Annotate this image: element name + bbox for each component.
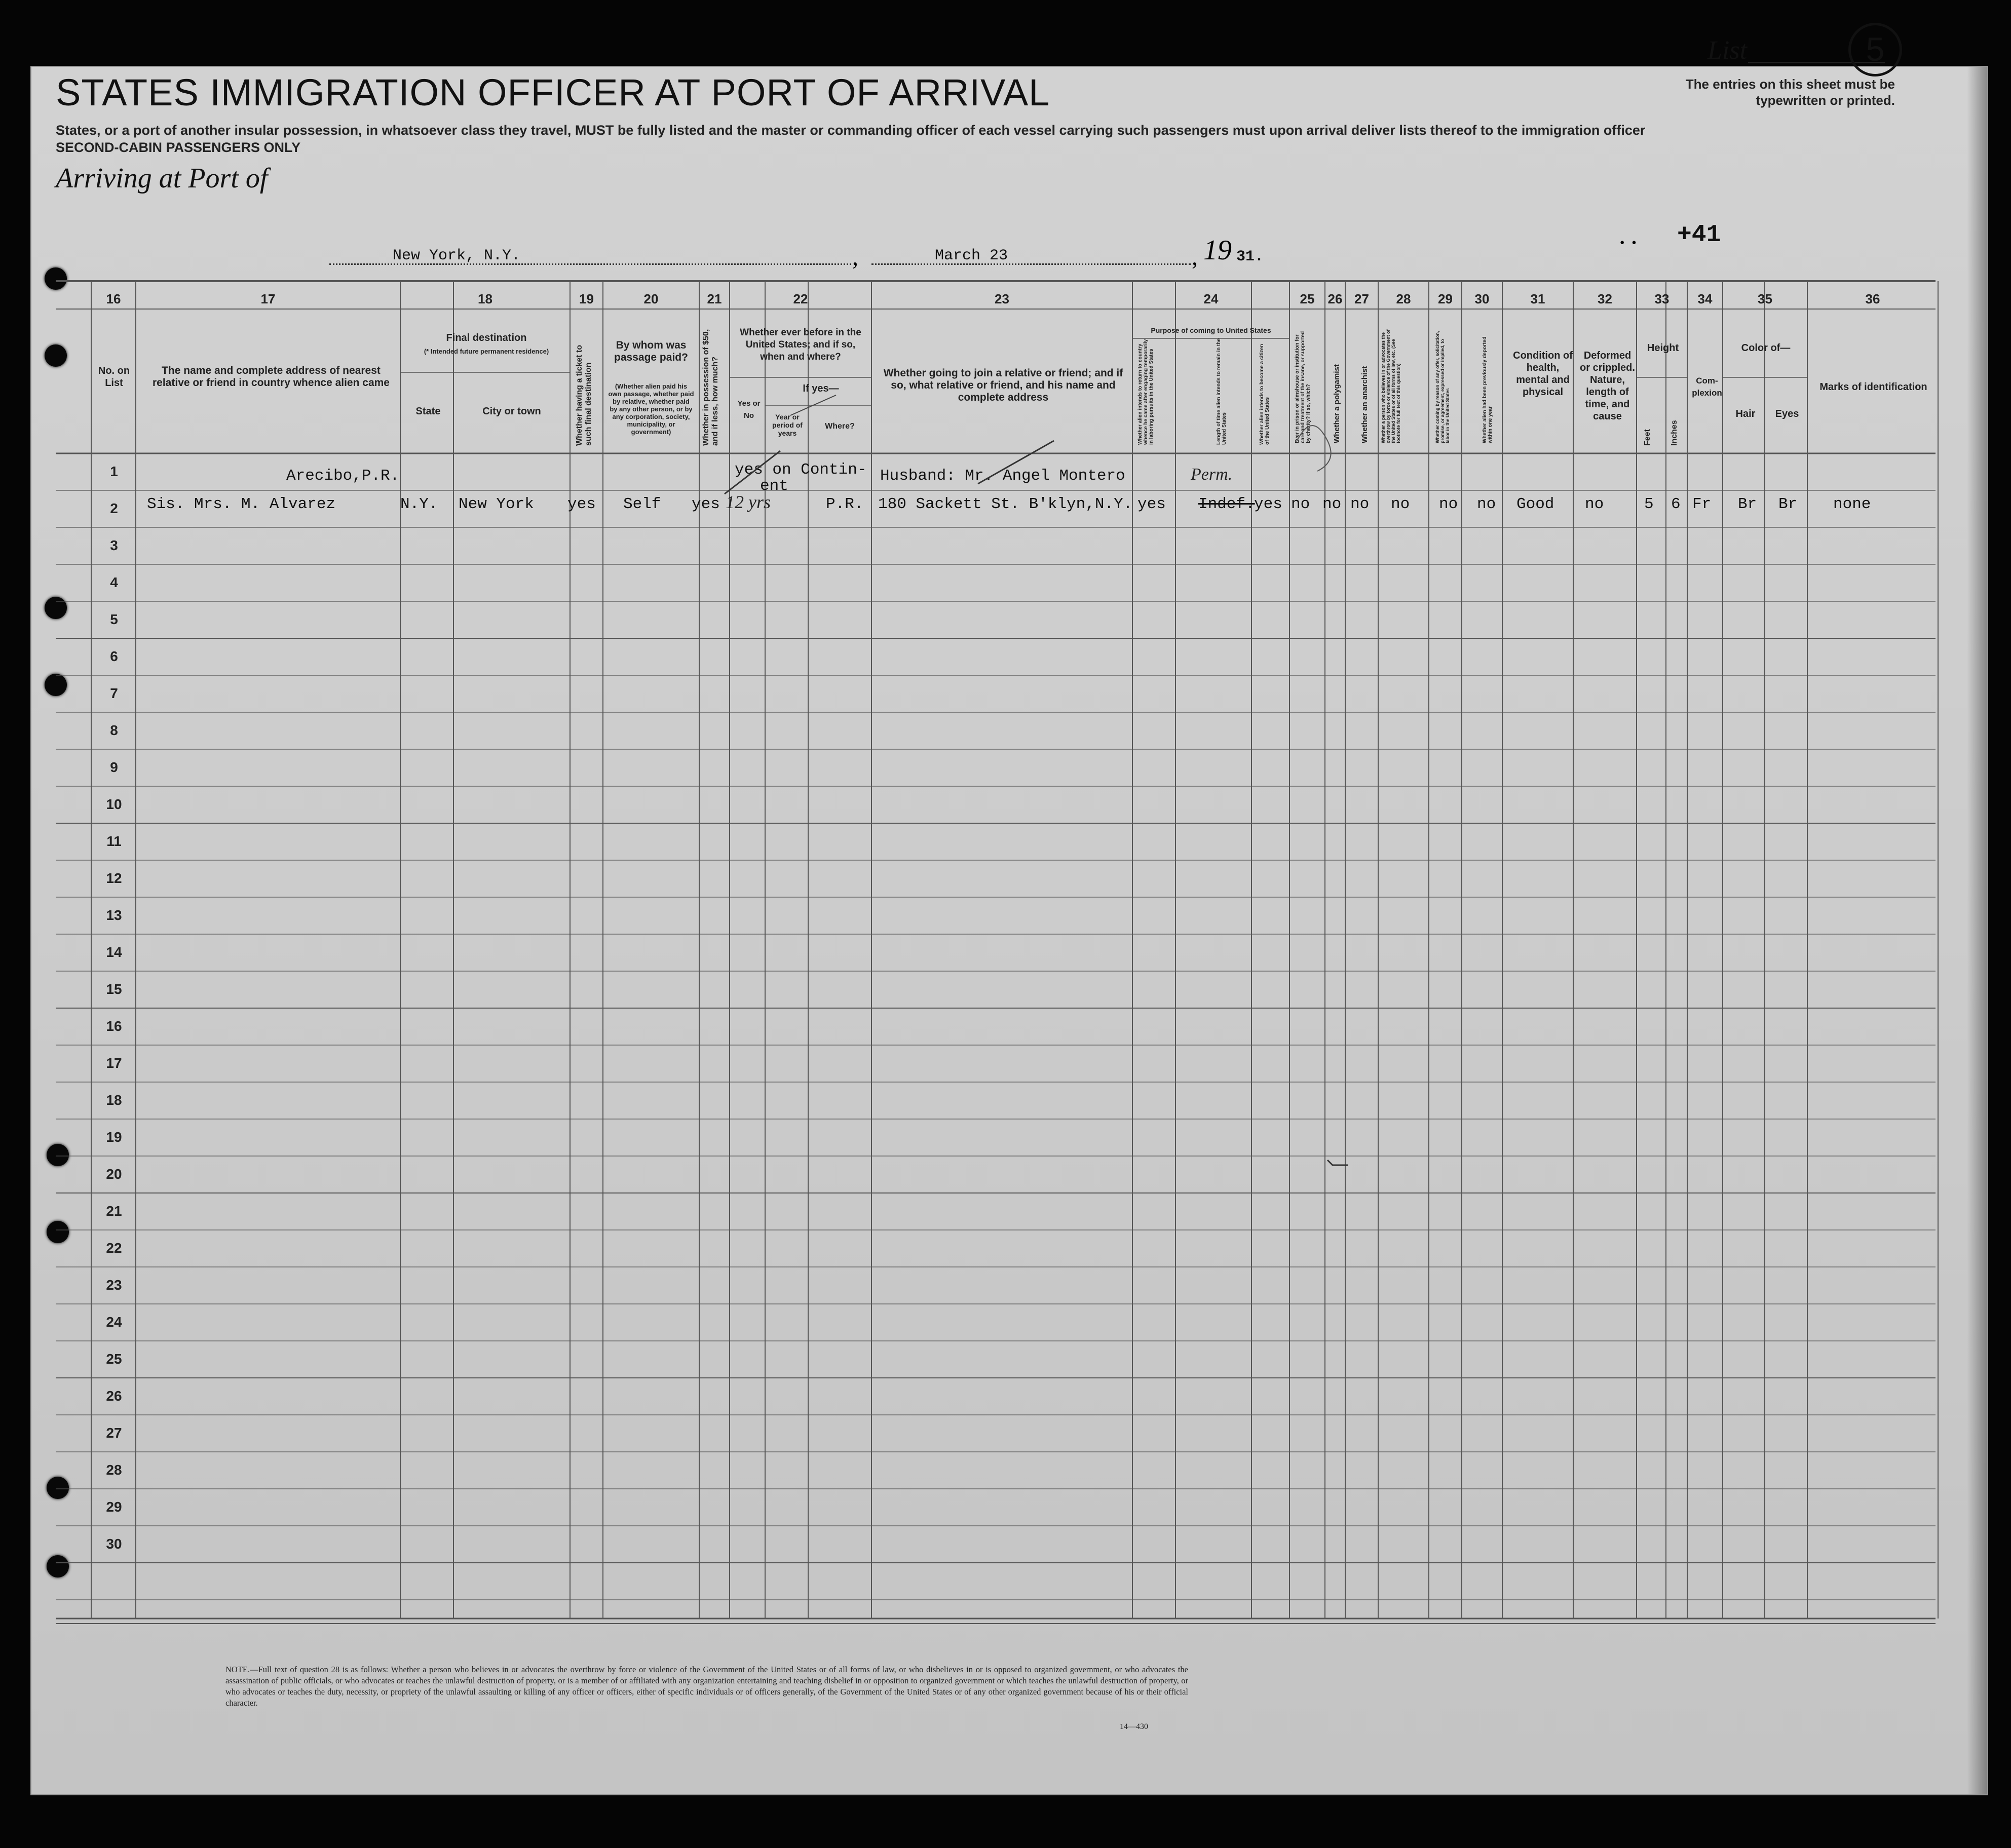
header-col-30: Whether alien had been previously deported within one year	[1482, 336, 1493, 443]
column-number-34: 34	[1697, 291, 1713, 306]
overthrow-value: no	[1391, 495, 1410, 513]
header-col-32: Deformed or crippled. Nature, length of time, and cause	[1580, 350, 1635, 422]
header-col-19: Whether having a ticket to such final destination	[575, 344, 593, 446]
header-col-35-hair: Hair	[1735, 408, 1756, 419]
paid-by-value: Self	[623, 495, 661, 513]
port-value: New York, N.Y.	[393, 247, 521, 264]
row-number: 26	[106, 1388, 122, 1404]
row-number: 22	[106, 1240, 122, 1256]
column-number-19: 19	[579, 291, 594, 306]
column-number-22: 22	[793, 291, 808, 306]
marks-value: none	[1833, 495, 1871, 513]
deported-value: no	[1477, 495, 1496, 513]
return-value: yes	[1137, 495, 1166, 513]
header-col-22-yesno: Yes or No	[737, 399, 761, 420]
row-number: 4	[110, 574, 118, 590]
comma-2: ,	[1192, 244, 1198, 271]
header-col-23: Whether going to join a relative or friend; and if so, what relative or friend, and his name and complete address	[883, 367, 1123, 403]
column-number-33: 33	[1654, 291, 1669, 306]
column-number-23: 23	[995, 291, 1009, 306]
column-number-20: 20	[643, 291, 659, 306]
header-col-22: Whether ever before in the United States; and if so, when and where?	[740, 327, 861, 362]
row-number: 17	[106, 1055, 122, 1071]
row-number: 13	[106, 907, 122, 923]
header-col-34: Com-plexion	[1692, 376, 1722, 398]
header-col-36: Marks of identification	[1819, 381, 1927, 393]
column-number-35: 35	[1758, 291, 1772, 306]
row-number: 29	[106, 1499, 122, 1515]
prison-value: no	[1291, 495, 1310, 513]
row-number: 20	[106, 1166, 122, 1182]
header-col-35: Color of—	[1741, 342, 1791, 354]
page-title: STATES IMMIGRATION OFFICER AT PORT OF ARRIVAL	[56, 71, 1050, 113]
pencil-slash-col23	[978, 441, 1054, 484]
pencil-slash-col22	[725, 451, 780, 494]
year-prefix: 19	[1203, 235, 1232, 266]
header-col-28: Whether a person who believes in or advocates the overthrow by force or violence of the Government of the United States or of all forms of law, etc. (See footnote for full text of this question)	[1381, 329, 1401, 443]
header-col-20-note: (Whether alien paid his own passage, whether paid by relative, whether paid by any other person, or by any corporation, society, municipality, or government)	[608, 382, 694, 436]
header-col-25: Ever in prison or almshouse or institution for care and treatment of the insane, or supported by charity? If so, which?	[1295, 331, 1311, 443]
offer-value: no	[1439, 495, 1458, 513]
row-number: 9	[110, 759, 118, 775]
before-where: P.R.	[826, 495, 864, 513]
date-value: March 23	[935, 247, 1008, 264]
row-number: 7	[110, 685, 118, 701]
column-number-24: 24	[1203, 291, 1219, 306]
hair-value: Br	[1738, 495, 1757, 513]
polygamist-value: no	[1322, 495, 1342, 513]
money-value: yes	[692, 495, 720, 513]
row-number: 1	[110, 464, 118, 479]
row-number: 28	[106, 1462, 122, 1478]
row-number: 15	[106, 981, 122, 997]
deformed-value: no	[1585, 495, 1604, 513]
row-number: 3	[110, 537, 118, 553]
header-col-24b: Length of time alien intends to remain in the United States	[1216, 338, 1227, 445]
column-number-21: 21	[707, 291, 722, 306]
year-suffix: 31.	[1236, 248, 1264, 265]
before-in-us-line1: yes on Contin-	[735, 461, 867, 479]
anarchist-value: no	[1350, 495, 1370, 513]
row-number: 25	[106, 1351, 122, 1367]
header-col-16: No. on List	[98, 365, 130, 389]
ticket-value: yes	[567, 495, 596, 513]
join-relative-line2: 180 Sackett St. B'klyn,N.Y.	[878, 495, 1133, 513]
header-col-22-where: Where?	[825, 422, 855, 431]
form-code: 14—430	[1120, 1722, 1148, 1731]
pencil-mark-col26	[1327, 1160, 1348, 1165]
row-number: 5	[110, 611, 118, 627]
pencil-slash-col22b	[790, 395, 836, 415]
row-number: 27	[106, 1425, 122, 1441]
relative-address: Arecibo,P.R.	[286, 467, 400, 485]
column-number-31: 31	[1530, 291, 1545, 306]
row-number: 2	[110, 500, 118, 516]
destination-state: N.Y.	[400, 495, 438, 513]
header-col-33-feet: Feet	[1643, 429, 1652, 446]
header-col-22-ifyes: If yes—	[803, 383, 839, 394]
citizen-value: yes	[1254, 495, 1282, 513]
row-number: 23	[106, 1277, 122, 1293]
before-years-handwritten: 12 yrs	[726, 492, 771, 512]
pencil-scribble-col25	[1297, 426, 1331, 471]
relative-name: Sis. Mrs. M. Alvarez	[147, 495, 336, 513]
column-number-26: 26	[1327, 291, 1343, 306]
header-col-18-state: State	[415, 406, 441, 417]
row-number: 11	[106, 833, 122, 849]
column-number-18: 18	[478, 291, 492, 306]
column-number-27: 27	[1354, 291, 1369, 306]
subtitle-line-2: SECOND-CABIN PASSENGERS ONLY	[56, 140, 301, 155]
column-number-28: 28	[1396, 291, 1411, 306]
list-number: 5	[1848, 23, 1902, 76]
margin-mark: +41	[1677, 221, 1721, 249]
column-number-16: 16	[106, 291, 121, 306]
header-col-18-city: City or town	[482, 406, 541, 417]
footnote: NOTE.—Full text of question 28 is as follows: Whether a person who believes in or advocates the overthrow by force or violence of the Government of the United States or of all forms of law, or who disbelieves in or is opposed to organized government, or who advocates the assassination of public officials, or who advocates or teaches the unlawful destruction of property, or is a member of or affiliated with any organization entertaining and teaching disbelief in or opposition to organized government or which teaches the unlawful destruction of property, or who advocates or teaches the duty, necessity, or propriety of the unlawful assaulting or killing of any officer or officers, either of specific individuals or of officers generally, of the Government of the United States or of any other organized government because of his or their official character.	[225, 1665, 1188, 1708]
column-number-29: 29	[1438, 291, 1453, 306]
column-number-25: 25	[1300, 291, 1315, 306]
header-col-33: Height	[1647, 342, 1679, 354]
header-col-22-years: Year or period of years	[772, 413, 803, 437]
header-col-17: The name and complete address of nearest relative or friend in country whence alien came	[153, 365, 390, 389]
row-number: 12	[106, 870, 122, 886]
length-value: Indef.	[1198, 495, 1255, 513]
complexion-value: Fr	[1692, 495, 1712, 513]
row-number: 10	[106, 796, 122, 812]
before-in-us-line2: ent	[760, 477, 788, 495]
header-col-24a: Whether alien intends to return to country whence he came after engaging temporarily in laboring pursuits in the United States	[1137, 339, 1154, 445]
column-number-17: 17	[260, 291, 276, 306]
header-col-20: By whom was passage paid?	[614, 339, 688, 363]
row-number: 19	[106, 1129, 122, 1145]
row-number: 14	[106, 944, 122, 960]
length-handwritten: Perm.	[1191, 465, 1233, 484]
column-number-36: 36	[1865, 291, 1880, 306]
destination-city: New York	[459, 495, 534, 513]
eyes-value: Br	[1778, 495, 1798, 513]
header-col-24: Purpose of coming to United States	[1151, 326, 1271, 334]
row-number: 8	[110, 722, 118, 738]
header-col-24c: Whether alien intends to become a citizen of the United States	[1259, 344, 1270, 445]
header-col-31: Condition of health, mental and physical	[1513, 350, 1573, 398]
header-col-35-eyes: Eyes	[1775, 408, 1799, 419]
list-label: List	[1708, 36, 1748, 65]
row-number: 21	[106, 1203, 122, 1219]
header-col-18-note: (* Intended future permanent residence)	[424, 348, 549, 355]
health-value: Good	[1516, 495, 1554, 513]
header-col-26: Whether a polygamist	[1333, 364, 1341, 443]
row-number: 30	[106, 1536, 122, 1552]
margin-dots: · ·	[1619, 231, 1638, 254]
column-number-32: 32	[1598, 291, 1612, 306]
header-col-33-inches: Inches	[1670, 420, 1679, 446]
typewritten-note: The entries on this sheet must be typewritten or printed.	[1685, 76, 1895, 108]
row-number: 18	[106, 1092, 122, 1108]
column-number-30: 30	[1474, 291, 1490, 306]
arriving-label: Arriving at Port of	[56, 163, 268, 194]
comma: ,	[852, 244, 858, 271]
row-number: 16	[106, 1018, 122, 1034]
header-col-21: Whether in possession of $50, and if less, how much?	[702, 329, 719, 446]
header-col-18: Final destination	[446, 332, 527, 343]
header-col-27: Whether an anarchist	[1360, 366, 1369, 443]
join-relative-line1: Husband: Mr. Angel Montero	[880, 467, 1125, 485]
height-feet-value: 5	[1644, 495, 1654, 513]
height-inches-value: 6	[1671, 495, 1681, 513]
header-col-29: Whether coming by reason of any offer, solicitation, promise, or agreement, expressed or implied, to labor in the United States	[1435, 331, 1450, 443]
row-number: 24	[106, 1314, 122, 1330]
row-number: 6	[110, 648, 118, 664]
subtitle-line-1: States, or a port of another insular possession, in whatsoever class they travel, MUST be fully listed and the master or commanding officer of each vessel carrying such passengers must upon arrival deliver lists thereof to the immigration officer	[56, 123, 1646, 138]
